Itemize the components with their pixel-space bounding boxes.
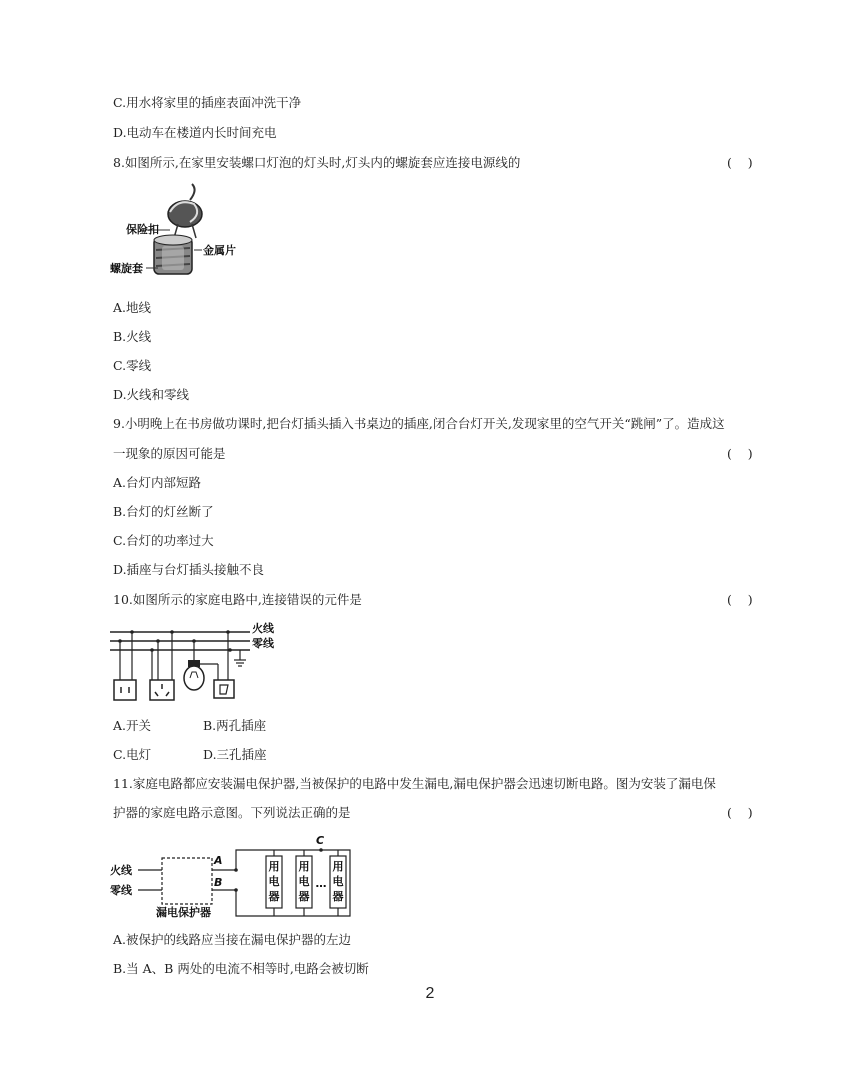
question-10-text: 10.如图所示的家庭电路中,连接错误的元件是 [113,592,362,607]
question-11-answer-paren[interactable]: ( ) [727,805,753,820]
label-screw-shell: 螺旋套 [110,262,143,275]
question-8-text: 8.如图所示,在家里安装螺口灯泡的灯头时,灯头内的螺旋套应连接电源线的 [113,155,521,170]
svg-text:电: 电 [298,875,310,888]
ellipsis: … [315,877,327,890]
option-10c: C.电灯 [113,747,152,762]
label-point-c: C [316,834,325,847]
option-11b: B.当 A、B 两处的电流不相等时,电路会被切断 [113,961,369,976]
two-hole-socket [114,680,136,700]
svg-text:用: 用 [268,860,280,873]
page-number: 2 [425,985,435,1002]
svg-text:电: 电 [332,875,344,888]
option-8d: D.火线和零线 [113,387,190,402]
label-point-a: A [214,854,223,867]
label-live-wire: 火线 [252,622,274,635]
option-11a: A.被保护的线路应当接在漏电保护器的左边 [113,932,352,947]
label-fuse: 保险扣 [126,223,159,236]
label-neutral-wire: 零线 [110,884,132,897]
option-8a: A.地线 [113,300,152,315]
option-9d: D.插座与台灯插头接触不良 [113,562,265,577]
label-point-b: B [214,876,223,889]
label-metal-plate: 金属片 [203,244,236,257]
question-9-answer-paren[interactable]: ( ) [727,446,753,461]
svg-text:用: 用 [332,860,344,873]
wall-switch [214,680,234,698]
three-hole-socket [150,680,174,700]
svg-text:器: 器 [332,890,344,903]
question-10-answer-paren[interactable]: ( ) [727,592,753,607]
svg-text:电: 电 [268,875,280,888]
leakage-protector-figure [110,832,360,920]
label-leakage-protector: 漏电保护器 [156,906,211,919]
question-8-answer-paren[interactable]: ( ) [727,155,753,170]
lamp-holder-figure [110,192,236,284]
option-10d: D.三孔插座 [203,747,267,762]
option-9a: A.台灯内部短路 [113,475,202,490]
option-9b: B.台灯的灯丝断了 [113,504,214,519]
option-8-prev-c: C.用水将家里的插座表面冲洗干净 [113,95,302,110]
question-11-text-2: 护器的家庭电路示意图。下列说法正确的是 [113,805,351,820]
option-8-prev-d: D.电动车在楼道内长时间充电 [113,125,277,140]
lamp-bulb [184,666,204,690]
svg-text:用: 用 [298,860,310,873]
option-8c: C.零线 [113,358,152,373]
label-live-wire: 火线 [110,864,132,877]
option-10a: A.开关 [113,718,152,733]
question-9-text-1: 9.小明晚上在书房做功课时,把台灯插头插入书桌边的插座,闭合台灯开关,发现家里的空气开关“跳闸”了。造成这 [113,416,725,431]
svg-text:器: 器 [268,890,280,903]
option-10b: B.两孔插座 [203,718,267,733]
option-9c: C.台灯的功率过大 [113,533,214,548]
question-11-text-1: 11.家庭电路都应安装漏电保护器,当被保护的电路中发生漏电,漏电保护器会迅速切断电路。图为安装了漏电保 [113,776,716,791]
leakage-protector-box [162,858,212,904]
question-9-text-2: 一现象的原因可能是 [113,446,226,461]
option-8b: B.火线 [113,329,152,344]
label-neutral-wire: 零线 [252,637,274,650]
svg-text:器: 器 [298,890,310,903]
household-circuit-figure [110,620,285,705]
